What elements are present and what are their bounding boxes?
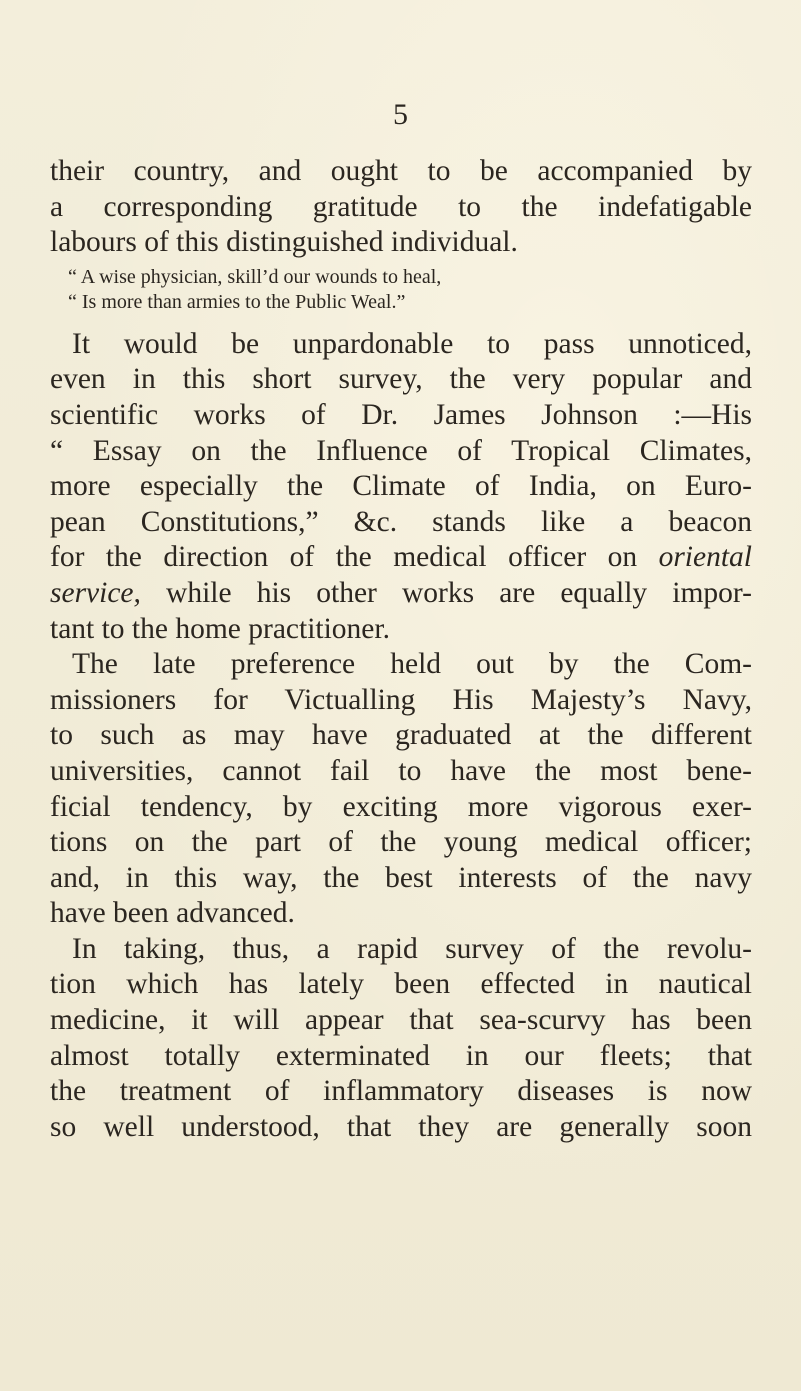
italic-text: service,: [50, 576, 141, 609]
text-line: have been advanced.: [50, 897, 295, 930]
text-line: to such as may have graduated at the different: [50, 719, 752, 752]
italic-text: oriental: [658, 541, 752, 574]
text-line: tions on the part of the young medical officer;: [50, 826, 752, 859]
text-line: more especially the Climate of India, on Euro-: [50, 470, 752, 503]
text-line: their country, and ought to be accompanied by: [50, 155, 752, 187]
text-line: It would be unpardonable to pass unnoticed,: [72, 327, 752, 360]
text-line: “ Essay on the Influence of Tropical Climates,: [50, 434, 752, 467]
text-line: missioners for Victualling His Majesty’s Navy,: [50, 683, 752, 716]
text-line: tant to the home practitioner.: [50, 612, 390, 645]
text-line: pean Constitutions,” &c. stands like a beacon: [50, 505, 752, 538]
text-line: labours of this distinguished individual.: [50, 226, 518, 259]
text-line: so well understood, that they are generally soon: [50, 1110, 752, 1143]
text-line: the treatment of inflammatory diseases is now: [50, 1075, 752, 1108]
text-fragment: for the direction of the medical officer on: [50, 541, 638, 574]
text-line: and, in this way, the best interests of the navy: [50, 861, 752, 894]
text-line: The late preference held out by the Com-: [72, 648, 752, 681]
paragraph-3: [50, 647, 752, 932]
paragraph-4: [50, 932, 752, 1146]
text-line: ficial tendency, by exciting more vigorous exer-: [50, 790, 752, 823]
text-line: [50, 576, 752, 612]
page-body: [50, 154, 752, 1145]
text-line: universities, cannot fail to have the most bene-: [50, 754, 752, 787]
verse-line: “ Is more than armies to the Public Weal.”: [68, 290, 406, 313]
text-line: tion which has lately been effected in nautical: [50, 968, 752, 1001]
text-line: almost totally exterminated in our fleets; that: [50, 1039, 752, 1072]
text-fragment: while his other works are equally impor-: [166, 576, 752, 609]
text-line: scientific works of Dr. James Johnson :—His: [50, 398, 752, 431]
page-number: 5: [393, 98, 408, 131]
text-line: [50, 540, 752, 576]
text-line: even in this short survey, the very popular and: [50, 363, 752, 396]
text-line: a corresponding gratitude to the indefatigable: [50, 190, 752, 223]
text-line: In taking, thus, a rapid survey of the revolu-: [72, 932, 752, 965]
verse-quotation: [50, 265, 752, 315]
paragraph-1: [50, 154, 752, 261]
text-line: medicine, it will appear that sea-scurvy has been: [50, 1004, 752, 1037]
paragraph-2: [50, 327, 752, 647]
verse-line: “ A wise physician, skill’d our wounds to heal,: [68, 265, 442, 288]
